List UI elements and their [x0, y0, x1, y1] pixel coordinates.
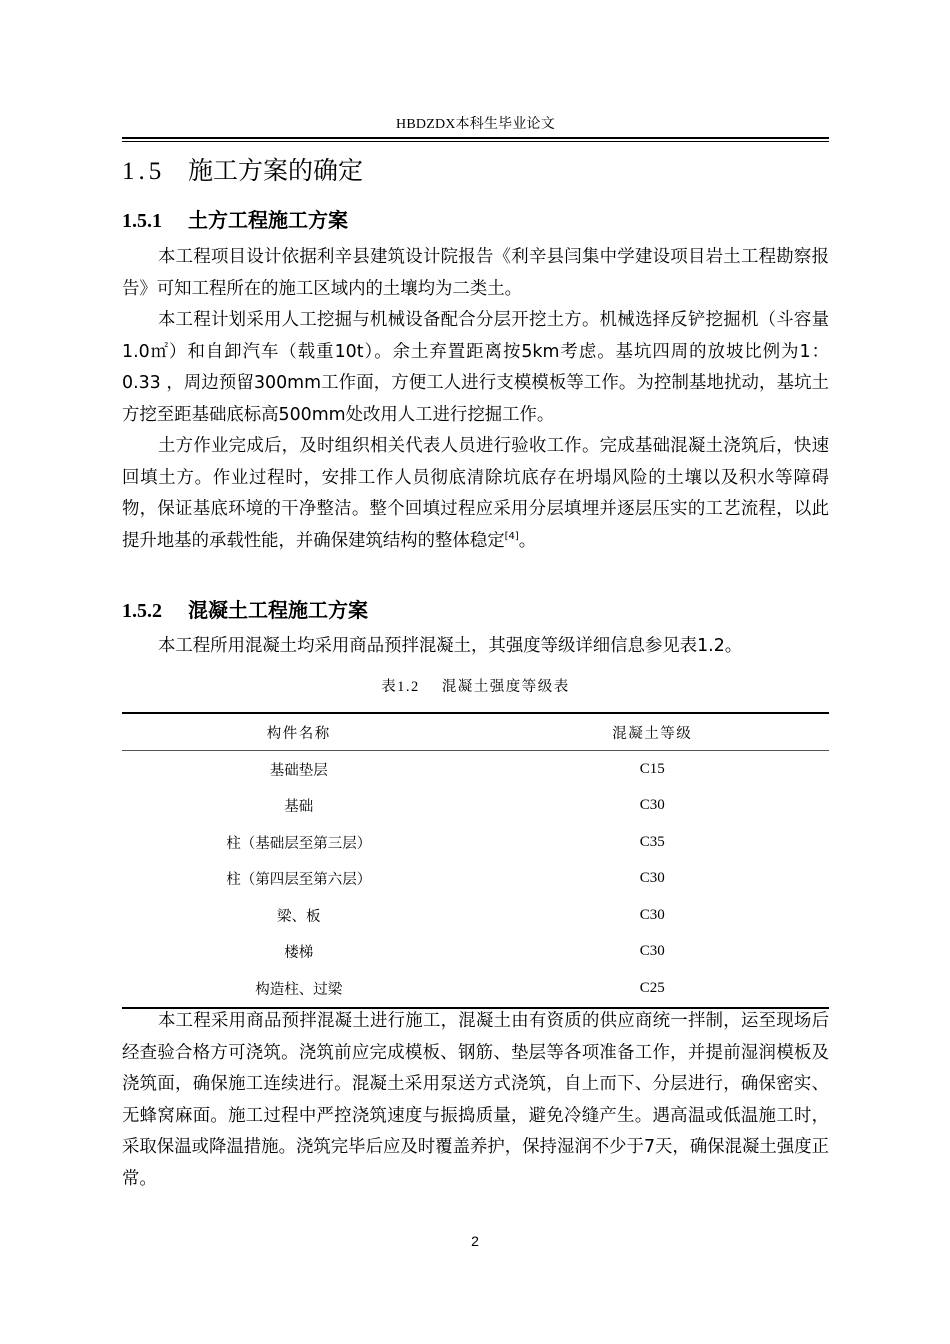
- table-row: [122, 861, 829, 898]
- grade-table: [122, 712, 829, 1009]
- table-row: [122, 897, 829, 934]
- grade-cell: C35: [639, 833, 665, 850]
- table-row: [122, 970, 829, 1008]
- subsection-heading-1: [122, 206, 348, 235]
- component-cell: 基础垫层: [269, 762, 328, 779]
- grade-cell: C30: [639, 906, 665, 923]
- section-title: 施工方案的确定: [188, 156, 364, 185]
- grade-cell: C30: [639, 870, 665, 887]
- column-header-grade: 混凝土等级: [612, 725, 693, 742]
- grade-cell: C30: [639, 797, 665, 814]
- paragraph-backfill-tail: 。: [518, 530, 537, 551]
- paragraph-survey-report: 本工程项目设计依据利辛县建筑设计院报告《利辛县闫集中学建设项目岩土工程勘察报告》可知工程所在的施工区域内的土壤均为二类土。: [122, 247, 829, 299]
- table-row: [122, 788, 829, 825]
- grade-cell: C25: [639, 979, 665, 996]
- subsection-heading-2: [122, 596, 368, 625]
- header-double-rule: [122, 137, 829, 143]
- component-cell: 柱（基础层至第三层）: [226, 835, 372, 852]
- table-caption-title: 混凝土强度等级表: [441, 679, 570, 695]
- grade-cell: C30: [639, 943, 665, 960]
- table-caption: [122, 677, 829, 697]
- table-caption-number: 表1.2: [381, 679, 420, 695]
- subsection-number: 1.5.1: [122, 210, 162, 232]
- paragraph-backfill-text: 土方作业完成后，及时组织相关代表人员进行验收工作。完成基础混凝土浇筑后，快速回填土方。作业过程时，安排工作人员彻底清除坑底存在坍塌风险的土壤以及积水等障碍物，保证基底环境的干净整洁。整个回填过程应采用分层填埋并逐层压实的工艺流程，以此提升地基的承载性能，并确保建筑结构的整体稳定: [122, 436, 829, 551]
- header-rule-thin: [122, 141, 829, 142]
- subsection-number: 1.5.2: [122, 600, 162, 622]
- section-heading: [122, 154, 363, 189]
- grade-cell: C15: [639, 760, 665, 777]
- header-rule-thick: [122, 137, 829, 139]
- section-number: 1.5: [122, 158, 166, 185]
- table-row: [122, 751, 829, 788]
- paragraph-backfill: [122, 431, 829, 557]
- table-header-row: [122, 713, 829, 751]
- subsection-title: 土方工程施工方案: [188, 208, 348, 232]
- component-cell: 构造柱、过梁: [255, 981, 343, 998]
- page-number: 2: [471, 1233, 479, 1249]
- paragraph-concrete-intro: 本工程所用混凝土均采用商品预拌混凝土，其强度等级详细信息参见表1.2。: [158, 636, 743, 656]
- paragraph-concrete-process: 本工程采用商品预拌混凝土进行施工，混凝土由有资质的供应商统一拌制，运至现场后经查验合格方可浇筑。浇筑前应完成模板、钢筋、垫层等各项准备工作，并提前湿润模板及浇筑面，确保施工连续进行。混凝土采用泵送方式浇筑，自上而下、分层进行，确保密实、无蜂窝麻面。施工过程中严控浇筑速度与振捣质量，避免冷缝产生。遇高温或低温施工时，采取保温或降温措施。浇筑完毕后应及时覆盖养护，保持湿润不少于7天，确保混凝土强度正常。: [122, 1011, 829, 1189]
- component-cell: 基础: [284, 799, 314, 816]
- component-cell: 柱（第四层至第六层）: [226, 872, 372, 889]
- table-row: [122, 824, 829, 861]
- running-header: HBDZDX本科生毕业论文: [396, 117, 555, 132]
- component-cell: 梁、板: [277, 908, 321, 925]
- concrete-grade-table: [122, 712, 829, 1009]
- component-cell: 楼梯: [284, 945, 314, 962]
- column-header-component: 构件名称: [266, 725, 331, 742]
- table-row: [122, 934, 829, 971]
- citation-ref[interactable]: [4]: [504, 530, 519, 542]
- subsection-title: 混凝土工程施工方案: [188, 598, 368, 622]
- paragraph-excavation-plan: 本工程计划采用人工挖掘与机械设备配合分层开挖土方。机械选择反铲挖掘机（斗容量1.0㎡）和自卸汽车（载重10t）。余土弃置距离按5km考虑。基坑四周的放坡比例为1：0.33 ，周边预留300mm工作面，方便工人进行支模模板等工作。为控制基地扰动，基坑土方挖至距基础底标高500mm处改用人工进行挖掘工作。: [122, 310, 829, 425]
